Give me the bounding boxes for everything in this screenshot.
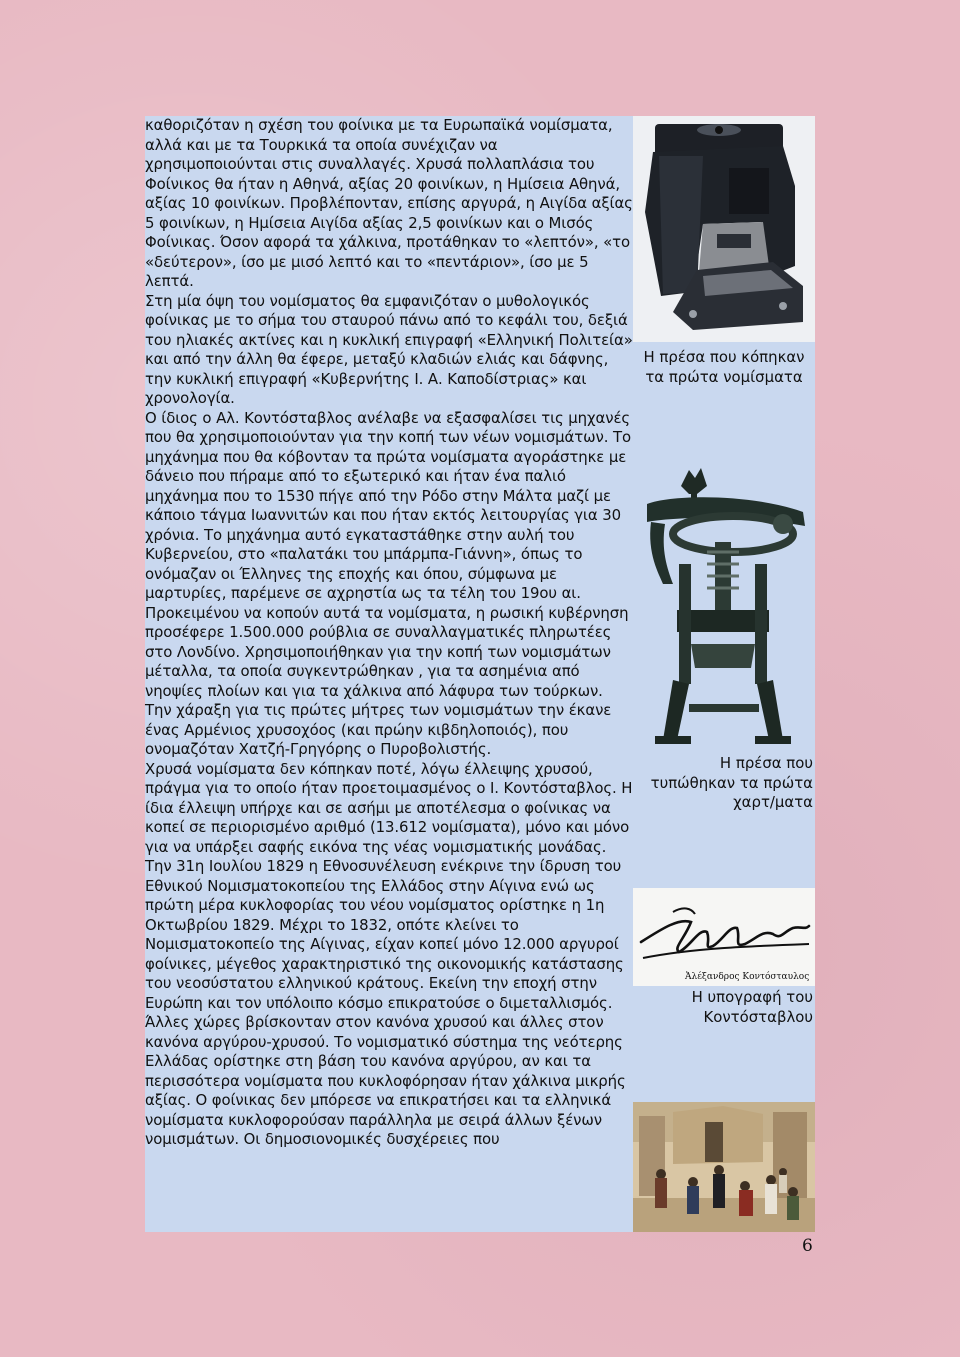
page-content — [145, 116, 817, 1232]
page-number: 6 — [802, 1236, 813, 1256]
paragraph-gold-coins: Χρυσά νομίσματα δεν κόπηκαν ποτέ, λόγω έλλειψης χρυσού, πράγμα για το οποίο ήταν προετοιμασμένος ο Ι. Κοντόσταβλος. Η ίδια έλλειψη υπήρχε και σε ασήμι με αποτέλεσμα ο φοίνικας να κοπεί σε περιορισμένο αριθμό (13.612 νομίσματα), μόνο και μόνο για να υπάρξει σαφής εικόνα της νέας νομισματικής μονάδας. Την 31η Ιουλίου 1829 η Εθνοσυνέλευση ενέκρινε την ίδρυση του Εθνικού Νομισματοκοπείου της Ελλάδος στην Αίγινα ενώ ως πρώτη μέρα κυκλοφορίας του νέου νομίσματος ορίστηκε η 1η Οκτωβρίου 1829. Μέχρι το 1832, οπότε κλείνει το Νομισματοκοπείο της Αίγινας, είχαν κοπεί μόνο 12.000 αργυροί φοίνικες, μέγεθος χαρακτηριστικό της οικονομικής κατάστασης του νεοσύστατου ελληνικού κράτους. Εκείνη την εποχή στην Ευρώπη και τον υπόλοιπο κόσμο επικρατούσε ο διμεταλλισμός. Άλλες χώρες βρίσκονταν στον κανόνα χρυσού και άλλες στον κανόνα αργύρου-χρυσού. Το νομισματικό σύστημα της νεότερης Ελλάδας ορίστηκε στη βάση του κανόνα αργύρου, αν και τα περισσότερα νομίσματα που κυκλοφόρησαν ήταν χάλκινα μικρής αξίας. Ο φοίνικας δεν μπόρεσε να επικρατήσει και τα ελληνικά νομίσματα κυκλοφορούσαν παράλληλα με σειρά άλλων ξένων νομισμάτων. Οι δημοσιονομικές δυσχέρειες που — [145, 759, 633, 1148]
signature-printed-name: Ἀλέξανδρος Κοντόσταυλος — [685, 972, 810, 982]
paper-money-press-image — [633, 464, 815, 750]
historical-painting-image — [633, 1102, 815, 1232]
paper-money-press-caption — [633, 754, 813, 813]
caption-line: Η υπογραφή του — [691, 988, 813, 1006]
coin-press-caption — [633, 348, 815, 387]
caption-line: τυπώθηκαν τα πρώτα — [650, 773, 813, 792]
caption-line: Η πρέσα που — [719, 754, 813, 772]
paragraph-coin-design: Στη μία όψη του νομίσματος θα εμφανιζόταν ο μυθολογικός φοίνικας με το σήμα του σταυρού πάνω από το κεφάλι του, δεξιά του ηλιακές ακτίνες και η κυκλική επιγραφή «Ελληνική Πολιτεία» και από την άλλη θα έφερε, μεταξύ κλαδιών ελιάς και δάφνης, την κυκλική επιγραφή «Κυβερνήτης Ι. Α. Καποδίστριας» και χρονολογία. — [145, 291, 633, 407]
caption-line: Κοντόσταβλου — [703, 1007, 813, 1026]
caption-line: χαρτ/ματα — [733, 793, 813, 811]
main-text-column — [145, 116, 633, 1232]
caption-line: Η πρέσα που κόπηκαν — [643, 348, 805, 366]
side-column — [633, 116, 815, 1232]
caption-line: τα πρώτα νομίσματα — [645, 367, 803, 386]
signature-caption — [633, 988, 813, 1027]
signature-image — [633, 888, 815, 986]
coin-press-image — [633, 116, 815, 342]
paragraph-coin-values: καθοριζόταν η σχέση του φοίνικα με τα Ευρωπαϊκά νομίσματα, αλλά και με τα Τουρκικά τα οποία συνέχιζαν να χρησιμοποιούνται στις συναλλαγές. Χρυσά πολλαπλάσια του Φοίνικος θα ήταν η Αθηνά, αξίας 20 φοινίκων, η Ημίσεια Αθηνά, αξίας 10 φοινίκων. Προβλέπονταν, επίσης αργυρά, η Αιγίδα αξίας 5 φοινίκων, η Ημίσεια Αιγίδα αξίας 2,5 φοινίκων και ο Μισός Φοίνικας. Όσον αφορά τα χάλκινα, προτάθηκαν το «λεπτόν», «το «δεύτερον», ίσο με μισό λεπτό και το «πεντάριον», ίσο με 5 λεπτά. — [145, 116, 633, 290]
paragraph-minting-machine: Ο ίδιος ο Αλ. Κοντόσταβλος ανέλαβε να εξασφαλίσει τις μηχανές που θα χρησιμοποιούνταν για την κοπή των νέων νομισμάτων. Το μηχάνημα που θα κόβονταν τα πρώτα νομίσματα αγοράστηκε με δάνειο που πήραμε από το εξωτερικό και ήταν ένα παλιό μηχάνημα που το 1530 πήγε από την Ρόδο στην Μάλτα μαζί με κάποιο τάγμα Ιωαννιτών και που ήταν εκτός λειτουργίας για 30 χρόνια. Το μηχάνημα αυτό εγκαταστάθηκε στην αυλή του Κυβερνείου, στο «παλατάκι του μπάρμπα-Γιάννη», όπως το ονόμαζαν οι Έλληνες της εποχής και όπου, σύμφωνα με μαρτυρίες, παρέμενε σε αχρηστία ως τα τέλη του 19ου αι. Προκειμένου να κοπούν αυτά τα νομίσματα, η ρωσική κυβέρνηση προσέφερε 1.500.000 ρούβλια σε συναλλαγματικές πληρωτέες στο Λονδίνο. Χρησιμοποιήθηκαν για την κοπή των νομισμάτων μέταλλα, τα οποία συγκεντρώθηκαν , για τα ασημένια από νηοψίες πλοίων και για τα χάλκινα από λάφυρα των τούρκων. Την χάραξη για τις πρώτες μήτρες των νομισμάτων την έκανε ένας Αρμένιος χρυσοχόος (και πρώην κιβδηλοποιός), που ονομαζόταν Χατζή-Γρηγόρης ο Πυροβολιστής. — [145, 408, 631, 758]
